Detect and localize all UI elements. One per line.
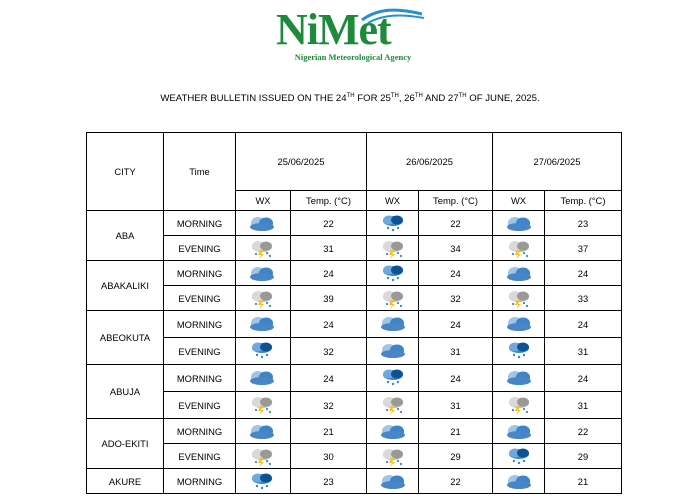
temperature-value: 31 [545, 338, 622, 365]
temperature-value: 31 [419, 392, 493, 419]
forecast-table [86, 132, 622, 494]
wx-cell [367, 419, 419, 444]
temperature-value: 24 [419, 365, 493, 392]
temperature-value: 24 [545, 261, 622, 286]
wx-cell [236, 236, 291, 261]
nimet-logo-text: NiMet [276, 5, 391, 54]
city-name: ABAKALIKI [87, 261, 164, 311]
temperature-value: 37 [545, 236, 622, 261]
temperature-value: 24 [419, 261, 493, 286]
wx-cell [493, 469, 545, 494]
temperature-value: 24 [291, 261, 367, 286]
wx-cell [493, 365, 545, 392]
city-name: ABA [87, 211, 164, 261]
city-name: AKURE [87, 469, 164, 494]
temperature-value: 30 [291, 444, 367, 469]
temperature-value: 22 [291, 211, 367, 236]
wx-cell [493, 311, 545, 338]
wx-cell [236, 286, 291, 311]
temperature-value: 24 [291, 365, 367, 392]
wx-cell [493, 444, 545, 469]
time-of-day: MORNING [164, 469, 236, 494]
temperature-value: 39 [291, 286, 367, 311]
temperature-value: 21 [291, 419, 367, 444]
wx-cell [493, 236, 545, 261]
temperature-value: 23 [291, 469, 367, 494]
logo-swoosh-icon [358, 6, 428, 26]
wx-header: WX [367, 191, 419, 211]
forecast-row [87, 392, 622, 419]
forecast-row [87, 419, 622, 444]
forecast-row [87, 444, 622, 469]
temperature-value: 32 [291, 392, 367, 419]
city-name: ABEOKUTA [87, 311, 164, 365]
wx-cell [493, 419, 545, 444]
temperature-value: 31 [291, 236, 367, 261]
time-of-day: EVENING [164, 444, 236, 469]
temp-header: Temp. (°C) [545, 191, 622, 211]
bulletin-title: WEATHER BULLETIN ISSUED ON THE 24TH FOR 25TH, 26TH AND 27TH OF JUNE, 2025. [160, 93, 540, 105]
wx-cell [367, 261, 419, 286]
time-of-day: MORNING [164, 419, 236, 444]
wx-cell [236, 311, 291, 338]
wx-cell [367, 469, 419, 494]
time-of-day: EVENING [164, 236, 236, 261]
wx-cell [236, 444, 291, 469]
wx-cell [367, 286, 419, 311]
temperature-value: 22 [545, 419, 622, 444]
date-header: 26/06/2025 [367, 133, 493, 191]
temperature-value: 31 [419, 338, 493, 365]
forecast-row [87, 311, 622, 338]
wx-cell [367, 211, 419, 236]
wx-cell [236, 211, 291, 236]
temperature-value: 24 [291, 311, 367, 338]
wx-cell [367, 311, 419, 338]
wx-cell [236, 261, 291, 286]
wx-cell [236, 419, 291, 444]
temperature-value: 29 [545, 444, 622, 469]
temperature-value: 31 [545, 392, 622, 419]
forecast-row [87, 261, 622, 286]
forecast-row [87, 365, 622, 392]
temperature-value: 22 [419, 469, 493, 494]
wx-header: WX [493, 191, 545, 211]
temperature-value: 34 [419, 236, 493, 261]
city-name: ABUJA [87, 365, 164, 419]
forecast-row [87, 236, 622, 261]
wx-header: WX [236, 191, 291, 211]
temp-header: Temp. (°C) [419, 191, 493, 211]
temperature-value: 22 [419, 211, 493, 236]
nimet-logo-subtitle: Nigerian Meteorological Agency [294, 52, 412, 62]
temperature-value: 32 [419, 286, 493, 311]
temperature-value: 24 [419, 311, 493, 338]
date-header: 27/06/2025 [493, 133, 622, 191]
temperature-value: 32 [291, 338, 367, 365]
wx-cell [236, 392, 291, 419]
temperature-value: 24 [545, 311, 622, 338]
wx-cell [367, 365, 419, 392]
wx-cell [367, 444, 419, 469]
time-of-day: EVENING [164, 338, 236, 365]
wx-cell [236, 338, 291, 365]
time-of-day: EVENING [164, 286, 236, 311]
temperature-value: 23 [545, 211, 622, 236]
time-of-day: MORNING [164, 365, 236, 392]
forecast-row [87, 286, 622, 311]
time-of-day: MORNING [164, 261, 236, 286]
city-name: ADO-EKITI [87, 419, 164, 469]
temp-header: Temp. (°C) [291, 191, 367, 211]
col-time-header: Time [164, 133, 236, 211]
wx-cell [367, 392, 419, 419]
temperature-value: 33 [545, 286, 622, 311]
temperature-value: 21 [545, 469, 622, 494]
temperature-value: 24 [545, 365, 622, 392]
forecast-row [87, 469, 622, 494]
forecast-row [87, 338, 622, 365]
time-of-day: MORNING [164, 211, 236, 236]
wx-cell [367, 338, 419, 365]
date-header: 25/06/2025 [236, 133, 367, 191]
time-of-day: MORNING [164, 311, 236, 338]
wx-cell [493, 392, 545, 419]
col-city-header: CITY [87, 133, 164, 211]
wx-cell [493, 338, 545, 365]
wx-cell [236, 365, 291, 392]
wx-cell [367, 236, 419, 261]
temperature-value: 21 [419, 419, 493, 444]
wx-cell [493, 211, 545, 236]
wx-cell [236, 469, 291, 494]
wx-cell [493, 286, 545, 311]
forecast-row [87, 211, 622, 236]
time-of-day: EVENING [164, 392, 236, 419]
wx-cell [493, 261, 545, 286]
temperature-value: 29 [419, 444, 493, 469]
